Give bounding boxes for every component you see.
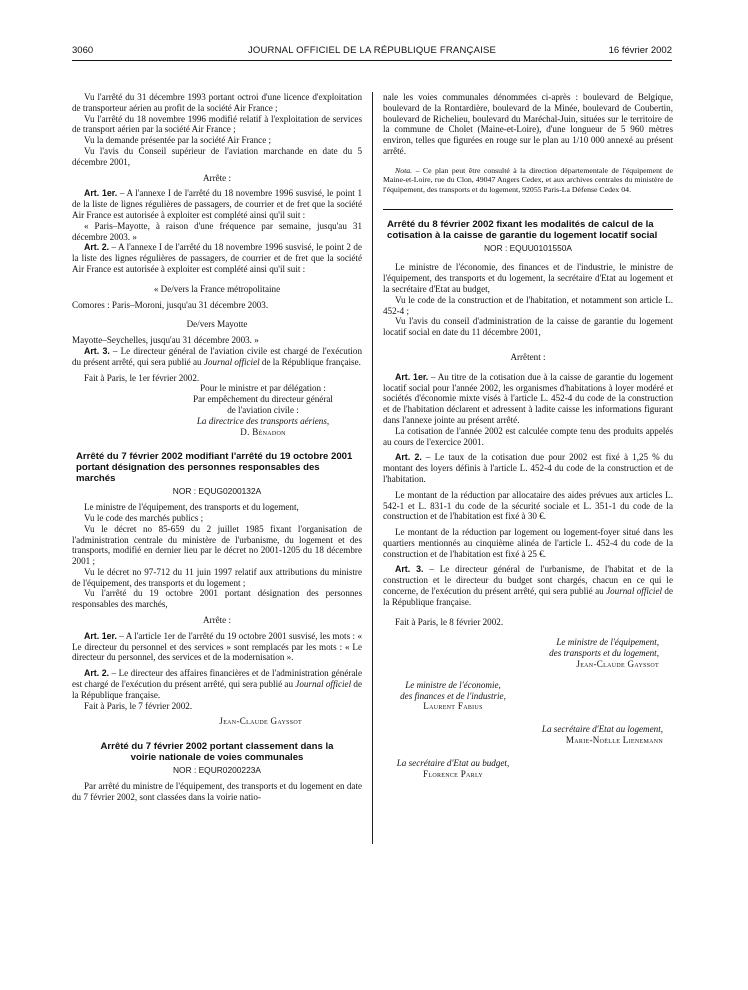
article-1: [72, 188, 362, 220]
section-separator: [383, 209, 673, 210]
article-label: Art. 3.: [84, 345, 110, 356]
signatory-title: Le ministre de l'équipement,: [556, 637, 659, 648]
nor-reference: NOR : EQUR0200223A: [173, 765, 261, 776]
visa-paragraph: Vu le décret no 97-712 du 11 juin 1997 relatif aux attributions du ministre de l'équipement, des transports et du logement ;: [72, 566, 362, 588]
signature-place-date: Fait à Paris, le 7 février 2002.: [84, 700, 193, 711]
page-number: 3060: [72, 45, 94, 56]
decree-title: Arrêté du 8 février 2002 fixant les modalités de calcul de la cotisation à la caisse de garantie du logement locatif social: [387, 218, 658, 241]
article-label: Art. 1er.: [84, 630, 117, 641]
article-label: Art. 1er.: [84, 188, 118, 199]
journal-ref: Journal officiel: [203, 356, 260, 367]
signature-line: Par empêchement du directeur général: [193, 394, 333, 405]
route-heading: « De/vers la France métropolitaine: [153, 283, 281, 294]
signatory-name: Marie-Noëlle Lienemann: [565, 735, 663, 746]
signatory-title: des finances et de l'industrie,: [400, 690, 506, 701]
article-text: – Le directeur général de l'urbanisme, de l'habitat et de la construction et le directeur du budget sont chargés, chacun en ce qui le concerne, de l'exécution du présent arrêté, qui sera publié au: [383, 564, 673, 597]
signature-line: Pour le ministre et par délégation :: [200, 383, 326, 394]
signatory-title: La secrétaire d'Etat au logement,: [541, 724, 663, 735]
route-heading: De/vers Mayotte: [186, 319, 248, 330]
article-label: Art. 2.: [84, 242, 110, 253]
right-column: [383, 92, 673, 779]
signatory-title: La secrétaire d'Etat au budget,: [396, 757, 510, 768]
article-label: Art. 2.: [395, 452, 422, 463]
signature-block: [164, 383, 362, 437]
signature-line: La directrice des transports aériens,: [196, 415, 330, 426]
article-label: Art. 1er.: [395, 371, 429, 382]
visa-paragraph: Vu l'avis du conseil d'administration de la caisse de garantie du logement locatif social en date du 11 décembre 2001,: [383, 316, 673, 338]
nota-label: Nota.: [395, 165, 413, 175]
body-paragraph: Le montant de la réduction par logement ou logement-foyer situé dans les quartiers mentionnés au cinquième alinéa de l'article L. 452-4 du code de la construction et de l'habitation est fixé à 25 €.: [383, 527, 673, 559]
signatory-name: D. Bénadon: [240, 426, 286, 437]
route-line: Mayotte–Seychelles, jusqu'au 31 décembre 2003. »: [72, 335, 259, 346]
issue-date: 16 février 2002: [608, 45, 672, 56]
column-divider: [372, 92, 373, 844]
journal-ref: Journal officiel: [295, 679, 352, 690]
article-quote: « Paris–Mayotte, à raison d'une fréquence par semaine, jusqu'au 31 décembre 2003. »: [72, 220, 362, 242]
visa-paragraph: Vu la demande présentée par la société Air France ;: [84, 135, 272, 146]
article-text: – Au titre de la cotisation due à la caisse de garantie du logement locatif social pour l'année 2002, les organismes d'habitations à loyer modéré et sociétés d'économie mixte visés à l'article L. 452-4 du code de la construction et de l'habitation déclarent et adressent à ladite caisse les informations figurant dans l'annexe jointe au présent arrêté.: [383, 371, 673, 425]
visa-paragraph: Vu le décret no 85-659 du 2 juillet 1985 fixant l'organisation de l'administration centrale du ministère de l'urbanisme, du logement et des transports, modifié en dernier lieu par le décret no 2001-1205 du 18 décembre 2001 ;: [72, 523, 362, 567]
route-line: Comores : Paris–Moroni, jusqu'au 31 décembre 2003.: [72, 299, 269, 310]
arrete-heading: Arrêtent :: [510, 351, 546, 362]
article-label: Art. 3.: [395, 564, 424, 575]
article-1: [383, 372, 673, 426]
journal-title: JOURNAL OFFICIEL DE LA RÉPUBLIQUE FRANÇAISE: [247, 45, 497, 56]
arrete-heading: Arrête :: [202, 615, 232, 626]
signatory-name: Jean-Claude Gayssot: [219, 716, 302, 727]
article-text: de la République française.: [383, 586, 673, 607]
decree-title: Arrêté du 7 février 2002 modifiant l'arrêté du 19 octobre 2001 portant désignation des personnes responsables des marchés: [76, 451, 353, 485]
visa-paragraph: Vu l'avis du Conseil supérieur de l'aviation marchande en date du 5 décembre 2001,: [72, 145, 362, 167]
signature-block: [383, 680, 523, 712]
article-text: – Le taux de la cotisation due pour 2002 est fixé à 1,25 % du montant des loyers définis à l'article L. 452-4 du code de la construction et de l'habitation.: [383, 452, 673, 484]
article-text: – A l'annexe I de l'arrêté du 18 novembre 1996 susvisé, le point 1 de la liste de lignes régulières de passagers, de courrier et de fret que la société Air France est autorisée à exploiter est complété ainsi qu'il suit :: [72, 188, 362, 220]
article-text: de la République française.: [259, 356, 361, 367]
article-2: [383, 452, 673, 484]
nor-reference: NOR : EQUG0200132A: [172, 486, 262, 497]
article-text: – Le directeur général de l'aviation civile est chargé de l'exécution du présent arrêté, qui sera publié au: [72, 345, 362, 367]
signatory-title: des transports et du logement,: [549, 648, 659, 659]
preamble-paragraph: Le ministre de l'équipement, des transports et du logement,: [84, 502, 299, 513]
signatory-title: Le ministre de l'économie,: [405, 679, 501, 690]
left-column: [72, 92, 362, 803]
preamble-paragraph: Le ministre de l'économie, des finances et de l'industrie, le ministre de l'équipement, des transports et du logement, la secrétaire d'Etat au logement et la secrétaire d'Etat au budget,: [383, 262, 673, 294]
article-text: – A l'annexe I de l'arrêté du 18 novembre 1996 susvisé, le point 2 de la liste des lignes régulières de passagers, de courrier et de fret que la société Air France est autorisée à exploiter est complété ainsi qu'il suit :: [72, 242, 362, 274]
body-paragraph: La cotisation de l'année 2002 est calculée compte tenu des produits appelés au cours de l'exercice 2001.: [383, 425, 673, 447]
visa-paragraph: Vu l'arrêté du 18 novembre 1996 modifié relatif à l'exploitation de services de transport aérien par la société Air France ;: [72, 113, 362, 135]
visa-paragraph: Vu l'arrêté du 31 décembre 1993 portant octroi d'une licence d'exploitation de transporteur aérien au profit de la société Air France ;: [72, 92, 362, 113]
article-3: [72, 346, 362, 368]
body-paragraph: nale les voies communales dénommées ci-après : boulevard de Belgique, boulevard de la Rontardière, boulevard de la Minée, boulevard de Coubertin, boulevard de Richelieu, boulevard du Maréchal-Juin, situées sur le territoire de la commune de Cholet (Maine-et-Loire), d'une longueur de 5 960 mètres environ, telles que figurées en rouge sur le plan au 1/10 000 annexé au présent arrêté.: [383, 92, 673, 156]
article-1: [72, 631, 362, 663]
signatory-name: Jean-Claude Gayssot: [576, 659, 659, 670]
visa-paragraph: Vu l'arrêté du 19 octobre 2001 portant désignation des personnes responsables des marchés,: [72, 588, 362, 610]
signature-place-date: Fait à Paris, le 8 février 2002.: [395, 616, 504, 627]
decree-title: Arrêté du 7 février 2002 portant classement dans la voirie nationale de voies communales: [100, 741, 334, 764]
article-2: [72, 242, 362, 274]
signature-block: [383, 758, 523, 780]
article-text: – A l'article 1er de l'arrêté du 19 octobre 2001 susvisé, les mots : « Le directeur du personnel et des services » sont remplacés par les mots : « Le directeur du personnel, des services et de la modernisation ».: [72, 630, 362, 663]
body-paragraph: Par arrêté du ministre de l'équipement, des transports et du logement en date du 7 février 2002, sont classées dans la voirie natio-: [72, 781, 362, 802]
nota-text: – Ce plan peut être consulté à la direction départementale de l'équipement de Maine-et-Loire, rue du Clon, 49047 Angers Cedex, et aux archives centrales du ministère de l'équipement, des transports et du logement, 92055 Paris-La Défense Cedex 04.: [383, 165, 673, 194]
signature-block: [383, 724, 673, 746]
nota-paragraph: [383, 166, 673, 195]
signature-line: de l'aviation civile :: [227, 404, 299, 415]
article-text: – Le directeur des affaires financières et de l'administration générale est chargé de l'exécution du présent arrêté, qui sera publié au: [72, 668, 362, 690]
article-label: Art. 2.: [84, 668, 110, 679]
signature-block: [383, 637, 673, 669]
signature-place-date: Fait à Paris, le 1er février 2002.: [84, 372, 200, 383]
page-header: [72, 44, 672, 61]
visa-paragraph: Vu le code de la construction et de l'habitation, et notamment son article L. 452-4 ;: [383, 294, 673, 316]
article-2: [72, 668, 362, 700]
body-paragraph: Le montant de la réduction par allocataire des aides prévues aux articles L. 542-1 et L. 831-1 du code de la sécurité sociale et L. 351-1 du code de la construction et de l'habitation est fixé à 30 €.: [383, 489, 673, 522]
journal-ref: Journal officiel: [606, 586, 663, 597]
article-text: de la République française.: [72, 679, 362, 700]
nor-reference: NOR : EQUU0101550A: [484, 242, 572, 253]
signatory-name: Florence Parly: [423, 768, 483, 779]
signatory-name: Laurent Fabius: [423, 701, 483, 712]
arrete-heading: Arrête :: [202, 172, 232, 183]
article-3: [383, 564, 673, 607]
visa-paragraph: Vu le code des marchés publics ;: [84, 512, 204, 523]
